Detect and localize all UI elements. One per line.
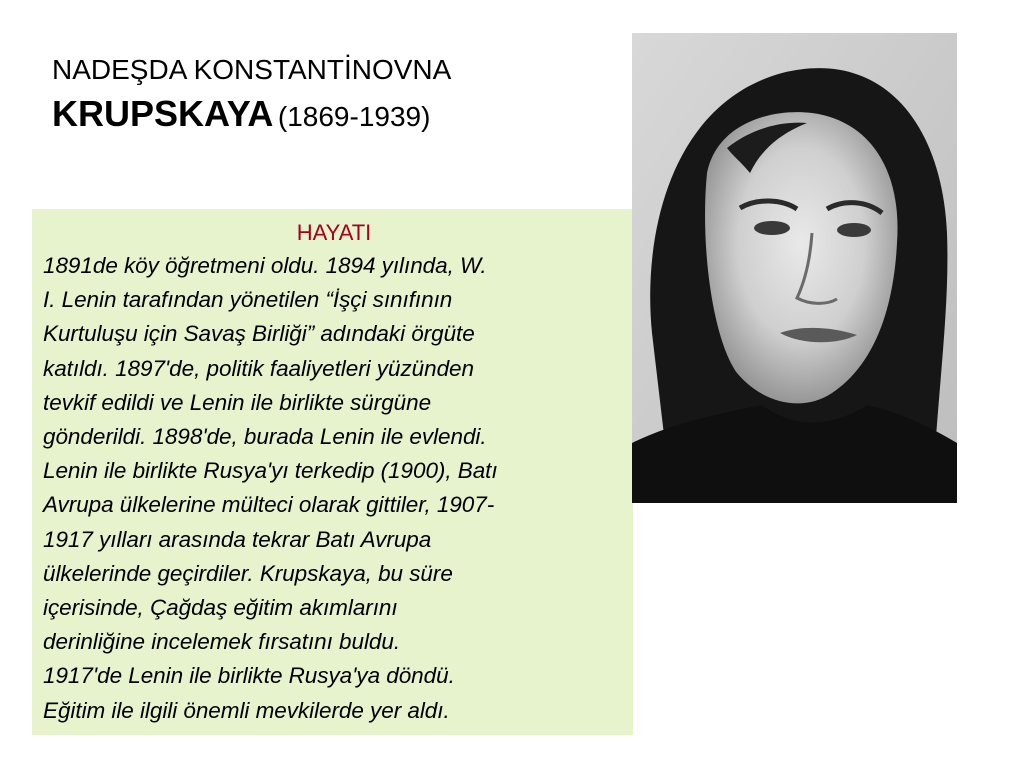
biography-line: 1917'de Lenin ile birlikte Rusya'ya döndü. bbox=[43, 663, 455, 689]
title-years: (1869-1939) bbox=[277, 101, 431, 132]
biography-line: derinliğine incelemek fırsatını buldu. bbox=[43, 629, 401, 655]
biography-line: tevkif edildi ve Lenin ile birlikte sürgüne bbox=[43, 389, 432, 415]
biography-text bbox=[43, 249, 625, 728]
slide-title-line2 bbox=[52, 92, 430, 139]
slide-title-line1: NADEŞDA KONSTANTİNOVNA bbox=[52, 54, 452, 85]
portrait-illustration bbox=[632, 33, 957, 503]
biography-box bbox=[32, 209, 633, 735]
biography-line: ülkelerinde geçirdiler. Krupskaya, bu süre bbox=[43, 560, 453, 586]
biography-line: katıldı. 1897'de, politik faaliyetleri yüzünden bbox=[43, 355, 474, 381]
biography-line: 1891de köy öğretmeni oldu. 1894 yılında, W. bbox=[43, 253, 487, 278]
biography-line: gönderildi. 1898'de, burada Lenin ile evlendi. bbox=[43, 424, 487, 450]
biography-line: I. Lenin tarafından yönetilen “İşçi sınıfının bbox=[43, 287, 453, 313]
biography-line: Eğitim ile ilgili önemli mevkilerde yer aldı. bbox=[43, 697, 450, 723]
biography-line: Lenin ile birlikte Rusya'yı terkedip (1900), Batı bbox=[43, 458, 498, 484]
biography-line: Avrupa ülkelerine mülteci olarak gittiler, 1907- bbox=[43, 492, 495, 518]
portrait-photo bbox=[632, 33, 957, 503]
title-name: KRUPSKAYA bbox=[52, 93, 274, 134]
biography-line: 1917 yılları arasında tekrar Batı Avrupa bbox=[43, 526, 432, 552]
biography-heading: HAYATI bbox=[296, 220, 372, 245]
biography-line: içerisinde, Çağdaş eğitim akımlarını bbox=[43, 595, 398, 621]
biography-line: Kurtuluşu için Savaş Birliği” adındaki örgüte bbox=[43, 321, 475, 347]
